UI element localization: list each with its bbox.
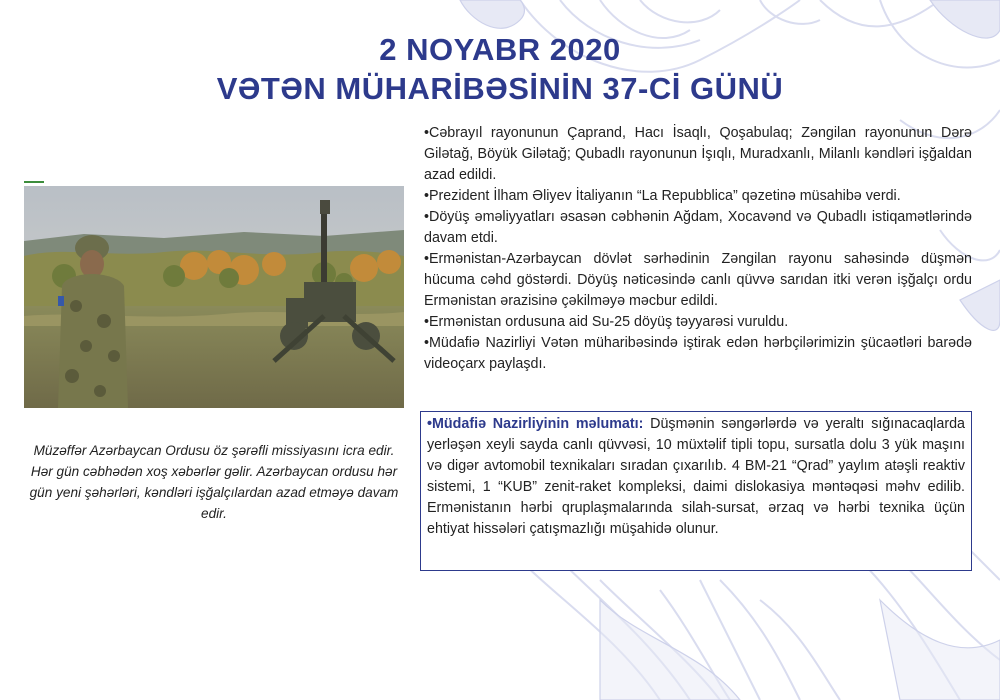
list-item: •Müdafiə Nazirliyi Vətən müharibəsində iştirak edən hərbçilərimizin şücaətləri barədə videoçarx paylaşdı. (424, 335, 972, 372)
page-date-title: 2 NOYABR 2020 (379, 32, 621, 67)
list-item: •Ermənistan-Azərbaycan dövlət sərhədinin Zəngilan rayonu sahəsində düşmən hücuma cəhd göstərdi. Döyüş nəticəsində canlı qüvvə sarıdan itki verən işğalçı ordu Ermənistan ərazisinə çəkilməyə məcbur edildi. (424, 251, 972, 309)
info-label: •Müdafiə Nazirliyinin məlumatı: (427, 416, 644, 432)
info-text: Düşmənin səngərlərdə və yeraltı sığınacaqlarda yerləşən xeyli sayda canlı qüvvəsi, 10 müxtəlif tipli topu, sursatla dolu 3 yük maşını və digər avtomobil texnikaları sıradan çıxarılıb. 4 BM-21 “Qrad” yaylım atəşli reaktiv sistemi, 1 “KUB” zenit-raket kompleksi, daimi dislokasiya məntəqəsi məhv edilib. Ermənistanın hərbi qruplaşmalarında silah-sursat, ərzaq və hərbi texnika üçün ehtiyat hissələri çatışmazlığı müşahidə olunur. (427, 416, 965, 537)
events-bullet-list (424, 123, 972, 375)
accent-dash (24, 181, 44, 183)
page-main-title: VƏTƏN MÜHARİBƏSİNİN 37-Cİ GÜNÜ (216, 71, 784, 106)
list-item: •Ermənistan ordusuna aid Su-25 döyüş təyyarəsi vuruldu. (424, 314, 789, 330)
list-item: •Prezident İlham Əliyev İtaliyanın “La Repubblica” qəzetinə müsahibə verdi. (424, 188, 901, 204)
soldier-with-howitzer-photo (24, 186, 404, 408)
list-item: •Döyüş əməliyyatları əsasən cəbhənin Ağdam, Xocavənd və Qubadlı istiqamətlərində davam etdi. (424, 209, 972, 246)
photo-caption: Müzəffər Azərbaycan Ordusu öz şərəfli missiyasını icra edir. Hər gün cəbhədən xoş xəbərlər gəlir. Azərbaycan ordusu hər gün yeni şəhərləri, kəndləri işğalçılardan azad etməyə davam edir. (29, 443, 399, 521)
list-item: •Cəbrayıl rayonunun Çaprand, Hacı İsaqlı, Qoşabulaq; Zəngilan rayonunun Dərə Gilətağ, Böyük Gilətağ; Qubadlı rayonunun İşıqlı, Muradxanlı, Milanlı kəndləri işğaldan azad edildi. (424, 125, 972, 183)
ministry-info-box (420, 411, 972, 571)
